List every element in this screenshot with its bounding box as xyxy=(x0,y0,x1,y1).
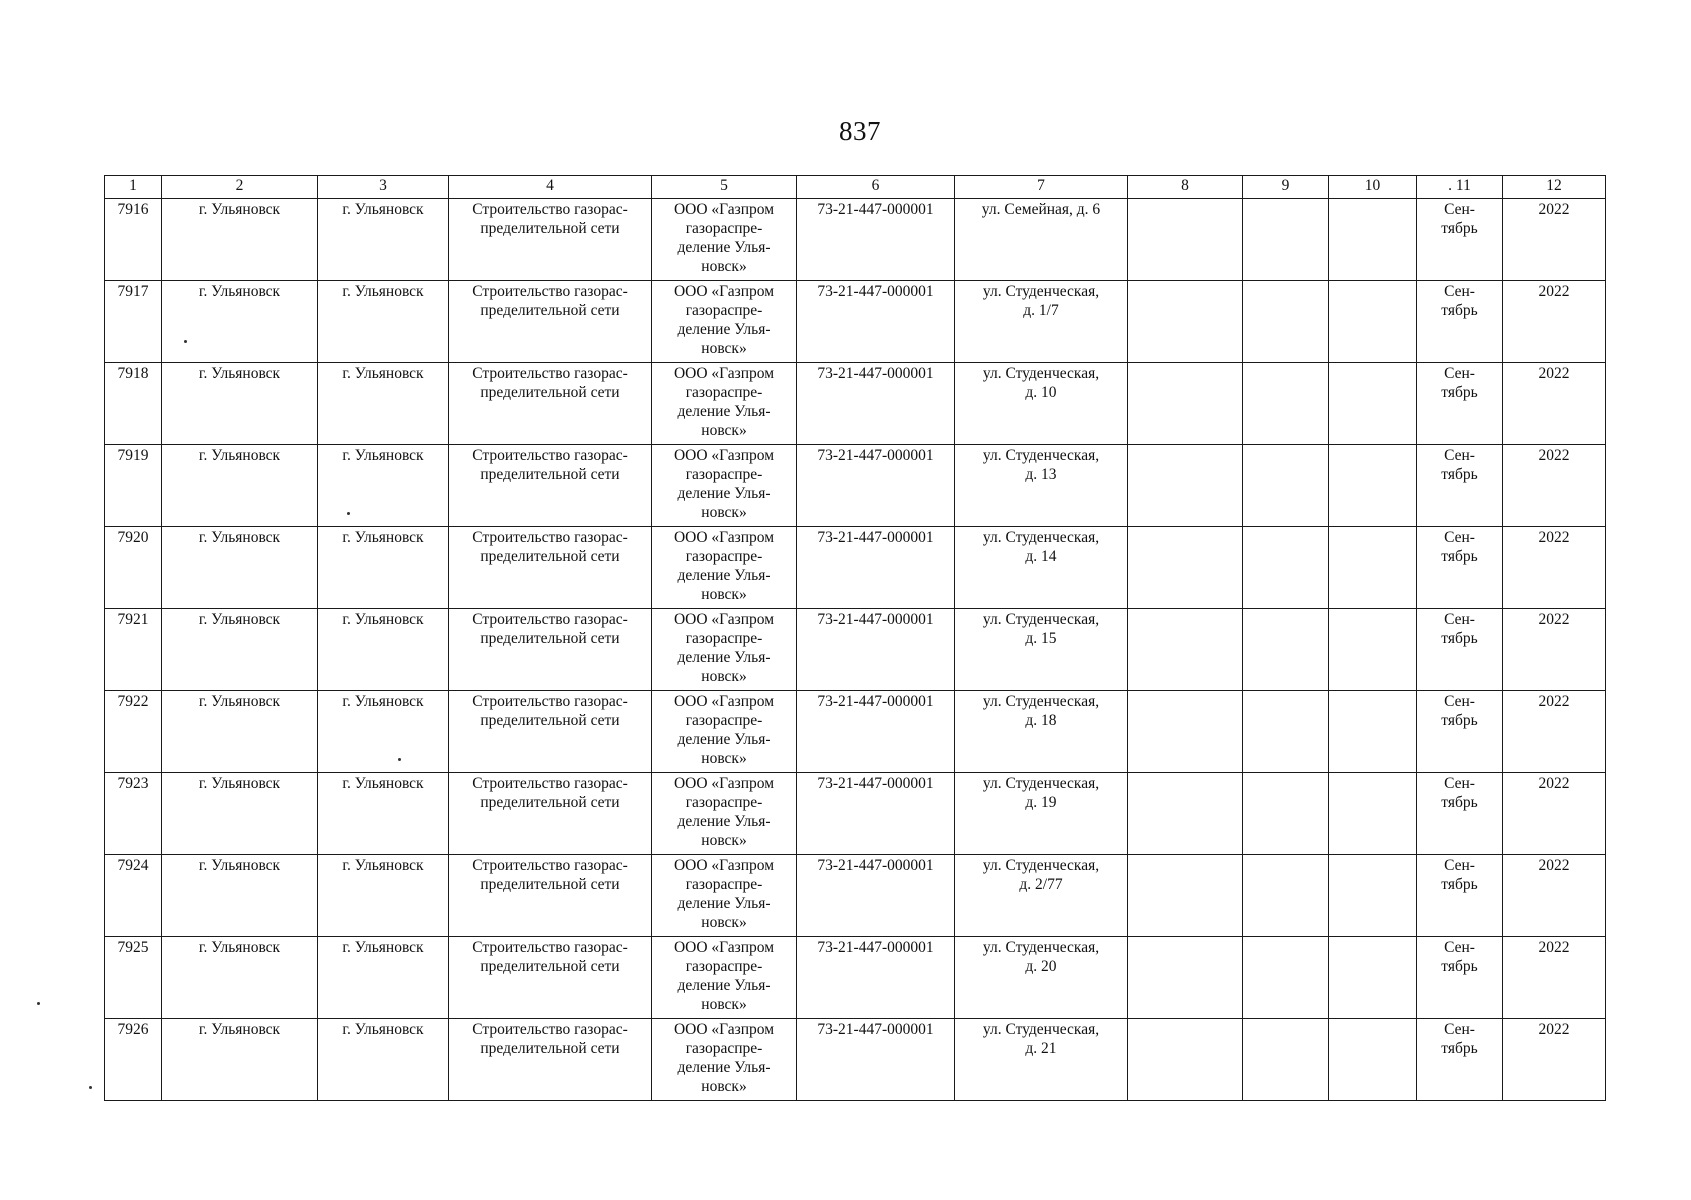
operator-cell: ООО «Газпром газораспре- деление Улья- новск» xyxy=(652,609,797,691)
settlement-cell: г. Ульяновск xyxy=(318,937,449,1019)
column-header: 7 xyxy=(955,176,1128,199)
empty-cell-9 xyxy=(1243,773,1329,855)
address-cell: ул. Студенческая, д. 14 xyxy=(955,527,1128,609)
table-body xyxy=(105,199,1606,1101)
municipality-cell: г. Ульяновск xyxy=(162,199,318,281)
empty-cell-8 xyxy=(1128,855,1243,937)
table-row xyxy=(105,691,1606,773)
work-type-cell: Строительство газорас- пределительной сети xyxy=(449,855,652,937)
month-cell: Сен- тябрь xyxy=(1417,609,1503,691)
year-cell: 2022 xyxy=(1503,199,1606,281)
scan-speck xyxy=(184,340,187,343)
table-row xyxy=(105,855,1606,937)
municipality-cell: г. Ульяновск xyxy=(162,281,318,363)
month-cell: Сен- тябрь xyxy=(1417,855,1503,937)
address-cell: ул. Студенческая, д. 20 xyxy=(955,937,1128,1019)
empty-cell-10 xyxy=(1329,363,1417,445)
row-number-cell: 7917 xyxy=(105,281,162,363)
empty-cell-9 xyxy=(1243,527,1329,609)
year-cell: 2022 xyxy=(1503,691,1606,773)
empty-cell-8 xyxy=(1128,1019,1243,1101)
year-cell: 2022 xyxy=(1503,855,1606,937)
column-header: 9 xyxy=(1243,176,1329,199)
table-row xyxy=(105,609,1606,691)
row-number-cell: 7925 xyxy=(105,937,162,1019)
year-cell: 2022 xyxy=(1503,773,1606,855)
address-cell: ул. Студенческая, д. 19 xyxy=(955,773,1128,855)
address-cell: ул. Студенческая, д. 10 xyxy=(955,363,1128,445)
column-header: 6 xyxy=(797,176,955,199)
empty-cell-10 xyxy=(1329,691,1417,773)
settlement-cell: г. Ульяновск xyxy=(318,609,449,691)
settlement-cell: г. Ульяновск xyxy=(318,281,449,363)
page-number: 837 xyxy=(839,116,881,146)
empty-cell-9 xyxy=(1243,1019,1329,1101)
registry-code-cell: 73-21-447-000001 xyxy=(797,1019,955,1101)
empty-cell-10 xyxy=(1329,773,1417,855)
scan-speck xyxy=(398,758,401,761)
settlement-cell: г. Ульяновск xyxy=(318,363,449,445)
row-number-cell: 7918 xyxy=(105,363,162,445)
table-row xyxy=(105,199,1606,281)
empty-cell-9 xyxy=(1243,609,1329,691)
table-row xyxy=(105,527,1606,609)
municipality-cell: г. Ульяновск xyxy=(162,855,318,937)
empty-cell-8 xyxy=(1128,773,1243,855)
table-row xyxy=(105,937,1606,1019)
settlement-cell: г. Ульяновск xyxy=(318,1019,449,1101)
row-number-cell: 7921 xyxy=(105,609,162,691)
empty-cell-9 xyxy=(1243,855,1329,937)
empty-cell-10 xyxy=(1329,281,1417,363)
registry-code-cell: 73-21-447-000001 xyxy=(797,199,955,281)
municipality-cell: г. Ульяновск xyxy=(162,1019,318,1101)
empty-cell-10 xyxy=(1329,937,1417,1019)
month-cell: Сен- тябрь xyxy=(1417,363,1503,445)
row-number-cell: 7923 xyxy=(105,773,162,855)
month-cell: Сен- тябрь xyxy=(1417,691,1503,773)
row-number-cell: 7919 xyxy=(105,445,162,527)
work-type-cell: Строительство газорас- пределительной сети xyxy=(449,691,652,773)
settlement-cell: г. Ульяновск xyxy=(318,855,449,937)
operator-cell: ООО «Газпром газораспре- деление Улья- новск» xyxy=(652,691,797,773)
empty-cell-10 xyxy=(1329,855,1417,937)
registry-code-cell: 73-21-447-000001 xyxy=(797,691,955,773)
row-number-cell: 7920 xyxy=(105,527,162,609)
month-cell: Сен- тябрь xyxy=(1417,281,1503,363)
table-row xyxy=(105,773,1606,855)
registry-code-cell: 73-21-447-000001 xyxy=(797,855,955,937)
empty-cell-9 xyxy=(1243,281,1329,363)
municipality-cell: г. Ульяновск xyxy=(162,609,318,691)
column-header: 8 xyxy=(1128,176,1243,199)
empty-cell-9 xyxy=(1243,199,1329,281)
year-cell: 2022 xyxy=(1503,281,1606,363)
year-cell: 2022 xyxy=(1503,609,1606,691)
year-cell: 2022 xyxy=(1503,363,1606,445)
table-row xyxy=(105,1019,1606,1101)
operator-cell: ООО «Газпром газораспре- деление Улья- новск» xyxy=(652,855,797,937)
empty-cell-10 xyxy=(1329,445,1417,527)
column-header: 10 xyxy=(1329,176,1417,199)
row-number-cell: 7924 xyxy=(105,855,162,937)
month-cell: Сен- тябрь xyxy=(1417,773,1503,855)
year-cell: 2022 xyxy=(1503,527,1606,609)
empty-cell-8 xyxy=(1128,937,1243,1019)
operator-cell: ООО «Газпром газораспре- деление Улья- новск» xyxy=(652,1019,797,1101)
address-cell: ул. Студенческая, д. 21 xyxy=(955,1019,1128,1101)
operator-cell: ООО «Газпром газораспре- деление Улья- новск» xyxy=(652,199,797,281)
empty-cell-10 xyxy=(1329,609,1417,691)
municipality-cell: г. Ульяновск xyxy=(162,445,318,527)
work-type-cell: Строительство газорас- пределительной сети xyxy=(449,363,652,445)
address-cell: ул. Студенческая, д. 18 xyxy=(955,691,1128,773)
registry-code-cell: 73-21-447-000001 xyxy=(797,609,955,691)
empty-cell-9 xyxy=(1243,691,1329,773)
operator-cell: ООО «Газпром газораспре- деление Улья- новск» xyxy=(652,363,797,445)
settlement-cell: г. Ульяновск xyxy=(318,527,449,609)
registry-code-cell: 73-21-447-000001 xyxy=(797,363,955,445)
column-header: 2 xyxy=(162,176,318,199)
column-header: 5 xyxy=(652,176,797,199)
registry-code-cell: 73-21-447-000001 xyxy=(797,773,955,855)
table-row xyxy=(105,281,1606,363)
municipality-cell: г. Ульяновск xyxy=(162,691,318,773)
month-cell: Сен- тябрь xyxy=(1417,199,1503,281)
work-type-cell: Строительство газорас- пределительной сети xyxy=(449,527,652,609)
table-row xyxy=(105,445,1606,527)
month-cell: Сен- тябрь xyxy=(1417,937,1503,1019)
operator-cell: ООО «Газпром газораспре- деление Улья- новск» xyxy=(652,445,797,527)
year-cell: 2022 xyxy=(1503,1019,1606,1101)
row-number-cell: 7926 xyxy=(105,1019,162,1101)
empty-cell-8 xyxy=(1128,691,1243,773)
column-number-row xyxy=(105,176,1606,199)
empty-cell-8 xyxy=(1128,199,1243,281)
month-cell: Сен- тябрь xyxy=(1417,527,1503,609)
column-header: 3 xyxy=(318,176,449,199)
municipality-cell: г. Ульяновск xyxy=(162,527,318,609)
operator-cell: ООО «Газпром газораспре- деление Улья- новск» xyxy=(652,281,797,363)
registry-code-cell: 73-21-447-000001 xyxy=(797,445,955,527)
row-number-cell: 7922 xyxy=(105,691,162,773)
empty-cell-8 xyxy=(1128,281,1243,363)
month-cell: Сен- тябрь xyxy=(1417,1019,1503,1101)
column-header: 1 xyxy=(105,176,162,199)
empty-cell-10 xyxy=(1329,527,1417,609)
work-type-cell: Строительство газорас- пределительной сети xyxy=(449,445,652,527)
work-type-cell: Строительство газорас- пределительной сети xyxy=(449,773,652,855)
municipality-cell: г. Ульяновск xyxy=(162,773,318,855)
work-type-cell: Строительство газорас- пределительной сети xyxy=(449,937,652,1019)
work-type-cell: Строительство газорас- пределительной сети xyxy=(449,199,652,281)
empty-cell-9 xyxy=(1243,363,1329,445)
scan-speck xyxy=(89,1086,92,1089)
empty-cell-10 xyxy=(1329,199,1417,281)
settlement-cell: г. Ульяновск xyxy=(318,773,449,855)
registry-table xyxy=(104,175,1606,1101)
column-header: 4 xyxy=(449,176,652,199)
month-cell: Сен- тябрь xyxy=(1417,445,1503,527)
table-row xyxy=(105,363,1606,445)
settlement-cell: г. Ульяновск xyxy=(318,691,449,773)
operator-cell: ООО «Газпром газораспре- деление Улья- новск» xyxy=(652,773,797,855)
address-cell: ул. Студенческая, д. 2/77 xyxy=(955,855,1128,937)
scan-speck xyxy=(347,512,350,515)
scan-speck xyxy=(37,1002,40,1005)
work-type-cell: Строительство газорас- пределительной сети xyxy=(449,609,652,691)
address-cell: ул. Студенческая, д. 1/7 xyxy=(955,281,1128,363)
empty-cell-8 xyxy=(1128,527,1243,609)
column-header: . 11 xyxy=(1417,176,1503,199)
settlement-cell: г. Ульяновск xyxy=(318,445,449,527)
municipality-cell: г. Ульяновск xyxy=(162,363,318,445)
empty-cell-10 xyxy=(1329,1019,1417,1101)
address-cell: ул. Семейная, д. 6 xyxy=(955,199,1128,281)
municipality-cell: г. Ульяновск xyxy=(162,937,318,1019)
empty-cell-8 xyxy=(1128,445,1243,527)
year-cell: 2022 xyxy=(1503,937,1606,1019)
empty-cell-8 xyxy=(1128,609,1243,691)
operator-cell: ООО «Газпром газораспре- деление Улья- новск» xyxy=(652,527,797,609)
work-type-cell: Строительство газорас- пределительной сети xyxy=(449,281,652,363)
column-header: 12 xyxy=(1503,176,1606,199)
year-cell: 2022 xyxy=(1503,445,1606,527)
settlement-cell: г. Ульяновск xyxy=(318,199,449,281)
empty-cell-8 xyxy=(1128,363,1243,445)
address-cell: ул. Студенческая, д. 15 xyxy=(955,609,1128,691)
registry-code-cell: 73-21-447-000001 xyxy=(797,281,955,363)
work-type-cell: Строительство газорас- пределительной сети xyxy=(449,1019,652,1101)
registry-code-cell: 73-21-447-000001 xyxy=(797,937,955,1019)
empty-cell-9 xyxy=(1243,937,1329,1019)
registry-code-cell: 73-21-447-000001 xyxy=(797,527,955,609)
operator-cell: ООО «Газпром газораспре- деление Улья- новск» xyxy=(652,937,797,1019)
empty-cell-9 xyxy=(1243,445,1329,527)
row-number-cell: 7916 xyxy=(105,199,162,281)
address-cell: ул. Студенческая, д. 13 xyxy=(955,445,1128,527)
